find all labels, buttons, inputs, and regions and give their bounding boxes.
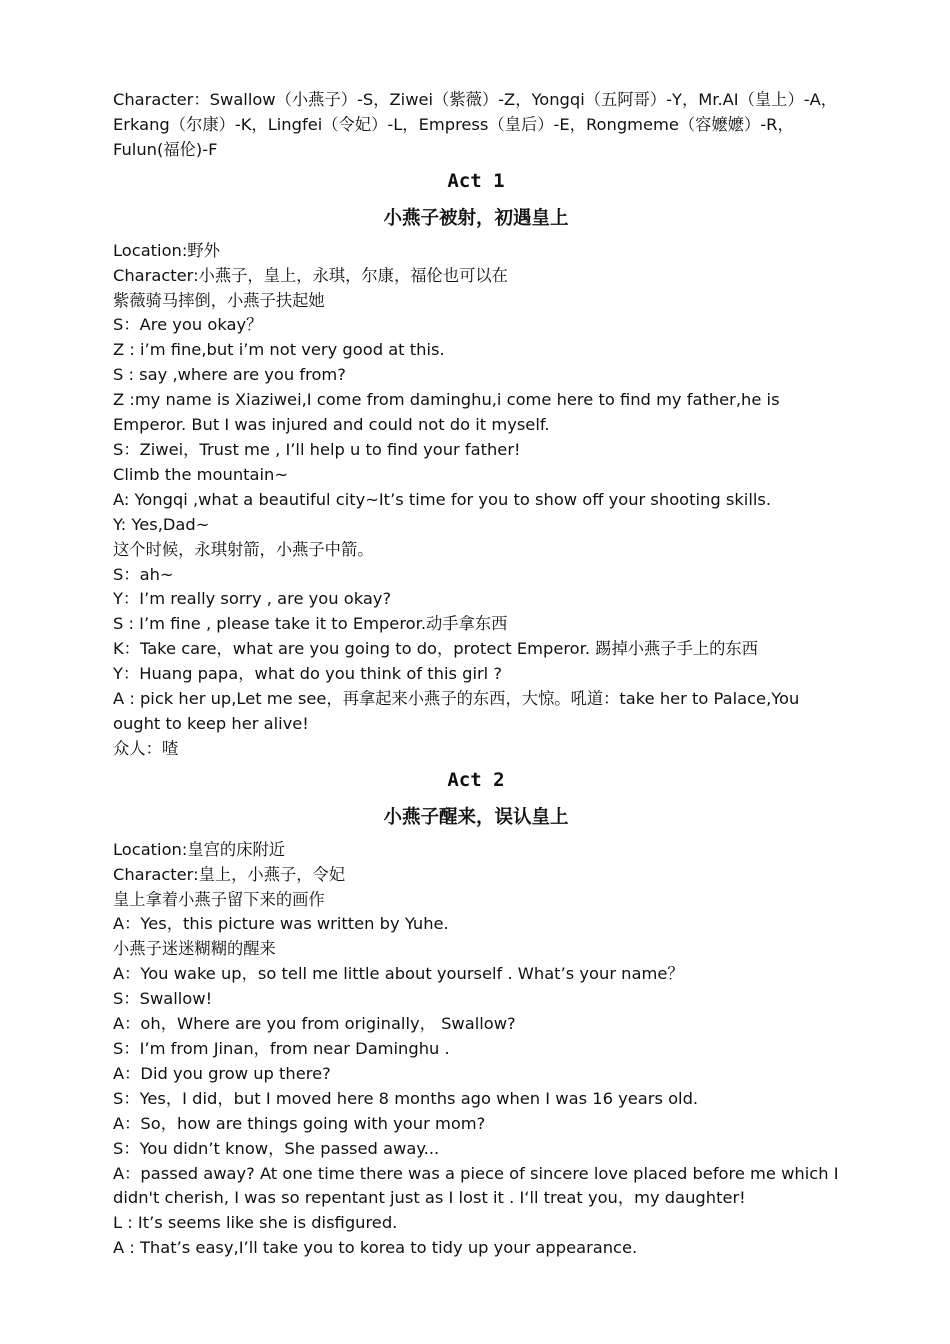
script-line: Y: Yes,Dad~ bbox=[113, 514, 210, 534]
script-line: 众人：喳 bbox=[113, 738, 179, 758]
script-line: S：Ziwei，Trust me , I’ll help u to find your father! bbox=[113, 439, 521, 459]
script-line: Z : i’m fine,but i’m not very good at this. bbox=[113, 340, 445, 360]
act-1-title: Act 1 bbox=[447, 169, 505, 192]
script-line: S：You didn’t know，She passed away... bbox=[113, 1138, 440, 1158]
script-line: A：You wake up，so tell me little about yourself . What’s your name？ bbox=[113, 964, 684, 984]
act-2-section bbox=[113, 762, 839, 1261]
script-line: Z :my name is Xiaziwei,I come from daminghu,i come here to find my father,he is Emperor. But I was injured and could not do it myself. bbox=[113, 390, 780, 435]
script-line: S：I’m from Jinan，from near Daminghu . bbox=[113, 1039, 450, 1058]
act-2-title: Act 2 bbox=[447, 768, 505, 791]
stage-direction: 这个时候，永琪射箭，小燕子中箭。 bbox=[113, 539, 374, 559]
script-line: A : That’s easy,I’ll take you to korea to tidy up your appearance. bbox=[113, 1238, 638, 1258]
script-line: A：passed away? At one time there was a piece of sincere love placed before me which I didn't cherish, I was so repentant just as I lost it . I‘ll treat you，my daughter! bbox=[113, 1163, 839, 1208]
stage-direction: 小燕子迷迷糊糊的醒来 bbox=[113, 939, 276, 959]
script-line: A: Yongqi ,what a beautiful city~It’s time for you to show off your shooting skills. bbox=[113, 489, 772, 509]
script-line: K：Take care，what are you going to do，protect Emperor. 踢掉小燕子手上的东西 bbox=[113, 639, 758, 659]
script-line: A：So，how are things going with your mom? bbox=[113, 1113, 486, 1133]
script-line: A：Did you grow up there? bbox=[113, 1063, 331, 1083]
script-line: Location:野外 bbox=[113, 240, 220, 260]
character-list: Character：Swallow（小燕子）-S，Ziwei（紫薇）-Z，Yongqi（五阿哥）-Y，Mr.AI（皇上）-A，Erkang（尔康）-K，Lingfei（令妃）-L，Empress（皇后）-E，Rongmeme（容嬷嬷）-R，Fulun(福伦)-F bbox=[113, 90, 838, 159]
script-line: S：Yes，I did，but I moved here 8 months ago when I was 16 years old. bbox=[113, 1088, 699, 1108]
act-1-section bbox=[113, 163, 839, 762]
stage-direction: 皇上拿着小燕子留下来的画作 bbox=[113, 889, 325, 909]
script-line: L : It’s seems like she is disfigured. bbox=[113, 1213, 398, 1233]
script-line: Y：Huang papa，what do you think of this girl ? bbox=[113, 664, 503, 684]
script-line: S : I’m fine , please take it to Emperor.动手拿东西 bbox=[113, 614, 508, 634]
act-2-subtitle: 小燕子醒来，误认皇上 bbox=[383, 806, 569, 828]
script-line: Y：I’m really sorry , are you okay? bbox=[113, 589, 392, 609]
script-line: S：Swallow! bbox=[113, 989, 213, 1009]
script-line: A：Yes，this picture was written by Yuhe. bbox=[113, 914, 449, 934]
stage-direction: 紫薇骑马摔倒，小燕子扶起她 bbox=[113, 290, 325, 310]
script-line: S：ah~ bbox=[113, 564, 174, 584]
script-line: Character:皇上，小燕子，令妃 bbox=[113, 864, 346, 884]
stage-direction: Climb the mountain~ bbox=[113, 464, 288, 484]
script-line: Location:皇宫的床附近 bbox=[113, 839, 286, 859]
script-line: S：Are you okay？ bbox=[113, 315, 263, 335]
script-line: S : say ,where are you from? bbox=[113, 365, 346, 385]
act-1-subtitle: 小燕子被射，初遇皇上 bbox=[383, 207, 569, 229]
script-line: A：oh，Where are you from originally， Swallow? bbox=[113, 1014, 516, 1034]
script-content bbox=[113, 88, 839, 1261]
script-line: A : pick her up,Let me see，再拿起来小燕子的东西，大惊。吼道：take her to Palace,You ought to keep her alive! bbox=[113, 689, 800, 733]
script-line: Character:小燕子，皇上，永琪，尔康，福伦也可以在 bbox=[113, 265, 508, 285]
